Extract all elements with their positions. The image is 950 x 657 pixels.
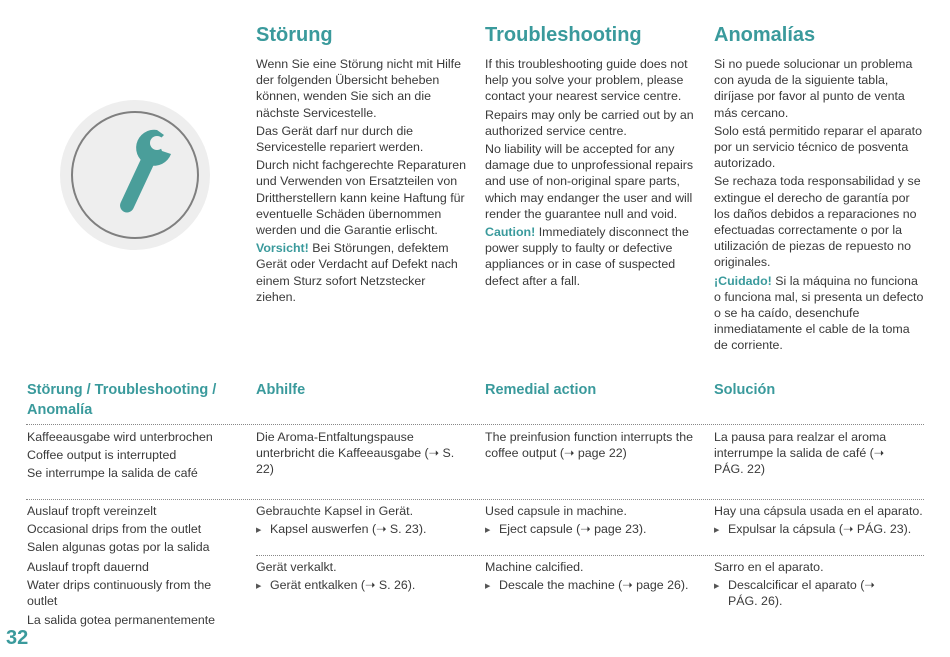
- intro-de-caution: [256, 240, 468, 305]
- intro-es-p2: Solo está permitido reparar el aparato por un servicio técnico de posventa autorizado.: [714, 123, 923, 171]
- remedy-text: Die Aroma-Entfaltungspause unterbricht die Kaffeeausgabe (➝ S. 22): [256, 430, 455, 477]
- intro-de: [256, 56, 468, 307]
- intro-de-p2: Das Gerät darf nur durch die Servicestelle repariert werden.: [256, 123, 424, 155]
- remedy-action: ▶ Kapsel auswerfen (➝ S. 23).: [256, 521, 474, 537]
- wrench-icon-badge: [60, 100, 210, 250]
- intro-es-p3: Se rechaza toda responsabilidad y se extingue el derecho de garantía por los daños debidos a reparaciones no efectuadas correctamente o por la utilización de piezas de repuesto no originales.: [714, 174, 921, 270]
- problem-es: La salida gotea permanentemente: [27, 612, 216, 627]
- table-row-3-es: [714, 559, 884, 610]
- intro-en-p3: No liability will be accepted for any damage due to unprofessional repairs and use of non-original spare parts, which may endanger the user and will render the guarantee null and void.: [485, 142, 694, 221]
- remedy-text: Sarro en el aparato.: [714, 560, 824, 574]
- remedy-text: Gebrauchte Kapsel in Gerät.: [256, 504, 414, 518]
- heading-de: Störung: [256, 24, 333, 46]
- table-header-en: Remedial action: [485, 382, 597, 398]
- caution-label: Vorsicht!: [256, 241, 309, 256]
- table-row-1-en: [485, 429, 703, 463]
- table-header-de: Abhilfe: [256, 382, 306, 398]
- problem-de: Kaffeeausgabe wird unterbrochen: [27, 430, 213, 444]
- wrench-icon: [60, 100, 210, 250]
- table-header-problem: Störung / Troubleshooting / Anomalía: [27, 382, 217, 418]
- problem-de: Auslauf tropft dauernd: [27, 560, 149, 574]
- table-row-3-en: [485, 559, 703, 593]
- intro-en-p1: If this troubleshooting guide does not help you solve your problem, please contact your nearest service centre.: [485, 57, 688, 104]
- table-row-3-problem: [27, 559, 227, 630]
- table-row-3-de: [256, 559, 474, 593]
- caution-label: Caution!: [485, 225, 536, 240]
- remedy-action: ▶ Expulsar la cápsula (➝ PÁG. 23).: [714, 521, 932, 537]
- problem-es: Se interrumpe la salida de café: [27, 466, 198, 481]
- remedy-text: The preinfusion function interrupts the coffee output (➝ page 22): [485, 430, 694, 461]
- remedy-text: La pausa para realzar el aroma interrumpe la salida de café (➝ PÁG. 22): [714, 430, 887, 477]
- intro-de-p1: Wenn Sie eine Störung nicht mit Hilfe der folgenden Übersicht beheben können, wenden Sie sich an die nächste Servicestelle.: [256, 57, 462, 120]
- intro-es-caution: [714, 273, 926, 354]
- table-row-1-es: [714, 429, 904, 480]
- table-row-2-en: [485, 503, 703, 537]
- intro-en-p2: Repairs may only be carried out by an authorized service centre.: [485, 107, 694, 138]
- remedy-action: ▶ Descalcificar el aparato (➝ PÁG. 26).: [714, 577, 884, 609]
- heading-en: Troubleshooting: [485, 24, 642, 46]
- table-header-es: Solución: [714, 382, 776, 398]
- remedy-text: Machine calcified.: [485, 560, 584, 574]
- divider: [26, 424, 924, 425]
- remedy-text: Gerät verkalkt.: [256, 560, 337, 574]
- intro-en-caution: [485, 224, 697, 289]
- caution-text: Immediately disconnect the power supply to faulty or defective appliances or in case of suspected defect after a fall.: [485, 225, 689, 288]
- table-row-2-de: [256, 503, 474, 537]
- caution-label: ¡Cuidado!: [714, 273, 772, 288]
- problem-en: Coffee output is interrupted: [27, 448, 177, 463]
- remedy-text: Used capsule in machine.: [485, 504, 627, 518]
- problem-de: Auslauf tropft vereinzelt: [27, 504, 157, 518]
- intro-en: [485, 56, 697, 291]
- problem-es: Salen algunas gotas por la salida: [27, 540, 210, 555]
- caution-text: Si la máquina no funciona o funciona mal, si presenta un defecto o se ha caído, desenchufe inmediatamente el cable de la toma de corriente.: [714, 273, 924, 353]
- divider: [26, 499, 924, 500]
- intro-es: [714, 56, 926, 356]
- intro-es-p1: Si no puede solucionar un problema con ayuda de la siguiente tabla, diríjase por favor al punto de venta más cercano.: [714, 57, 913, 120]
- problem-en: Water drips continuously from the outlet: [27, 578, 212, 609]
- table-row-1-problem: [27, 429, 245, 484]
- table-row-2-problem: [27, 503, 245, 558]
- intro-de-p3: Durch nicht fachgerechte Reparaturen und Verwenden von Ersatzteilen von Drittherstellern kann keine Haftung für eventuelle Schäden übernommen werden und die Garantie erlischt.: [256, 158, 467, 238]
- problem-en: Occasional drips from the outlet: [27, 522, 202, 537]
- heading-es: Anomalías: [714, 24, 816, 46]
- divider: [256, 555, 924, 556]
- remedy-action: ▶ Descale the machine (➝ page 26).: [485, 577, 703, 593]
- table-row-1-de: [256, 429, 456, 480]
- caution-text: Bei Störungen, defektem Gerät oder Verdacht auf Defekt nach einem Sturz sofort Netzstecker ziehen.: [256, 241, 458, 304]
- remedy-text: Hay una cápsula usada en el aparato.: [714, 504, 923, 518]
- remedy-action: ▶ Gerät entkalken (➝ S. 26).: [256, 577, 474, 593]
- page-number: 32: [6, 627, 29, 649]
- remedy-action: ▶ Eject capsule (➝ page 23).: [485, 521, 703, 537]
- table-row-2-es: [714, 503, 932, 537]
